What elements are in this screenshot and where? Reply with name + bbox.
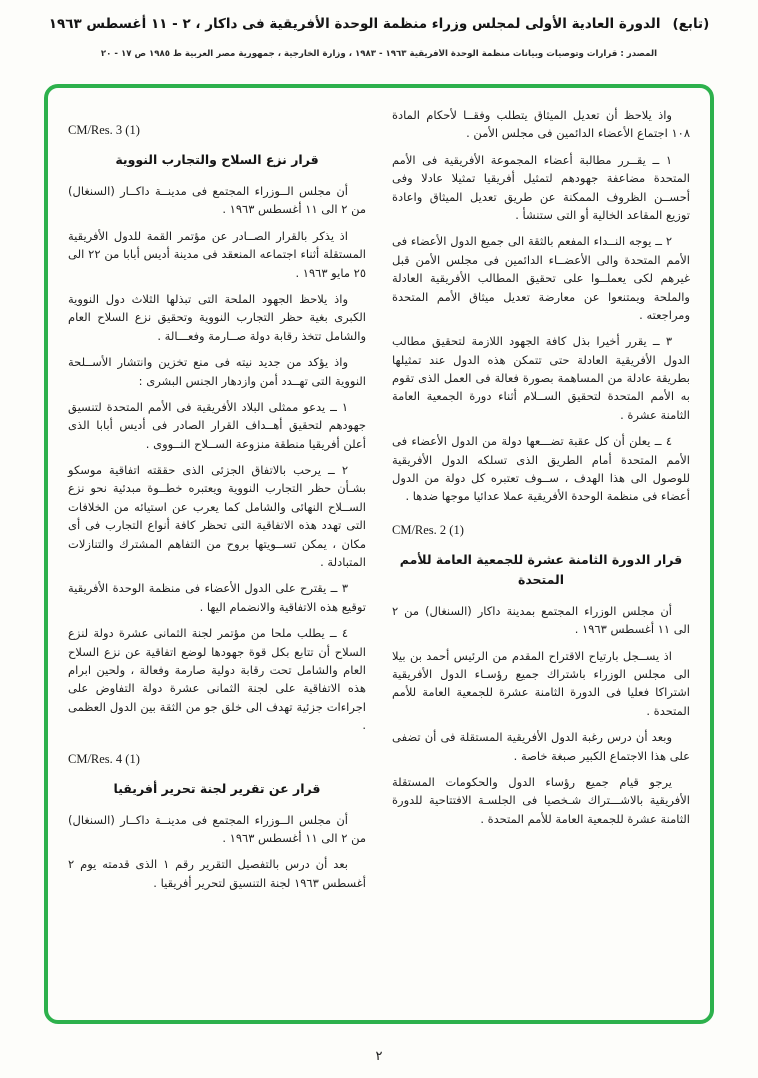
paragraph: ١ ــ يدعو ممثلى البلاد الأفريقية فى الأمم المتحدة لتنسيق جهودهم لتحقيق أهــداف القرار الصادر فى أديس أبابا الذى أعلن أفريقيا منطقة منزوعة الســلاح النــووى . (68, 399, 366, 451)
resolution-ref: CM/Res. 4 (1) (68, 751, 140, 766)
paragraph: ١ ــ يقــرر مطالبة أعضاء المجموعة الأفريقية فى الأمم المتحدة مضاعفة جهودهم لتمثيل أفريقيا تمثيلا عادلا وفى أحســن الظروف الممكنة عن طريق تعديل الميثاق واعادة توزيع المقاعد الخالية أو التى ستنشأ . (392, 152, 690, 222)
paragraph: وبعد أن درس رغبة الدول الأفريقية المستقلة فى أن تضفى على هذا الاجتماع الكبير صبغة خاصة . (392, 730, 690, 763)
paragraph: واذ يلاحظ الجهود الملحة التى تبذلها الثلاث دول النووية الكبرى بغية حظر التجارب النووية وتحقيق نزع السلاح العام والشامل تتخذ رقابة دولة صــارمة وفعـــالة . (68, 291, 366, 343)
column-left (68, 106, 366, 1006)
paragraph: أن مجلس الــوزراء المجتمع فى مدينــة داكــار (السنغال) من ٢ الى ١١ أغسطس ١٩٦٣ . (68, 184, 366, 217)
continued-label: (تابع) (672, 16, 710, 32)
paragraph: اذ يســجل بارتياح الاقتراح المقدم من الرئيس أحمد بن بيلا الى مجلس الوزراء باشتراك جميع رؤسـاء الدول الأفريقية اشتراكا فعليا فى الدورة الثامنة عشرة للجمعية العامة للأمم المتحدة . (392, 648, 690, 718)
paragraph: اذ يذكر بالقرار الصــادر عن مؤتمر القمة للدول الأفريقية المستقلة أثناء اجتماعه المنعقد فى مدينة أديس أبابا من ٢٢ الى ٢٥ مايو ١٩٦٣ . (68, 228, 366, 280)
paragraph: ٣ ــ يقرر أخيرا بذل كافة الجهود اللازمة لتحقيق مطالب الدول الأفريقية العادلة حتى تتمكن هذه الدول عند تمثيلها بطريقة عادلة من المساهمة بصورة فعالة فى العمل الذى تقوم به الأمم المتحدة لتحقيق الســلام أثناء دورة الجمعية العامة الثامنة عشرة . (392, 334, 690, 422)
resolution-ref: CM/Res. 3 (1) (68, 123, 140, 137)
resolution-ref: CM/Res. 2 (1) (392, 522, 464, 537)
resolution-title: قرار نزع السلاح والتجارب النووية (115, 152, 319, 167)
paragraph: أن مجلس الوزراء المجتمع بمدينة داكار (السنغال) من ٢ الى ١١ أغسطس ١٩٦٣ . (392, 603, 690, 637)
resolution-title: قرار الدورة الثامنة عشرة للجمعية العامة للأمم المتحدة (399, 551, 683, 587)
page-header (0, 16, 758, 32)
columns (68, 106, 690, 1006)
paragraph: بعد أن درس بالتفصيل التقرير رقم ١ الذى قدمته يوم ٢ أغسطس ١٩٦٣ لجنة التنسيق لتحرير أفريقيا . (68, 857, 366, 890)
resolution-title: قرار عن تقرير لجنة تحرير أفريقيا (113, 780, 321, 796)
paragraph: ٢ ــ يوجه النــداء المفعم بالثقة الى جميع الدول الأعضاء فى الأمم المتحدة والى الأعضــاء الدائمين فى مجلس الأمن قبل غيرهم لكى يعملــوا على تحقيق المطالب الأفريقية العادلة والملحة ويمتنعوا عن معارضة تعديل ميثاق الأمم المتحدة ومراجعته . (392, 234, 690, 322)
paragraph: ٢ ــ يرحب بالاتفاق الجزئى الذى حققته اتفاقية موسكو بشـأن حظر التجارب النووية ويعتبره خطــوة مبدئية نحو نزع الســلاح النهائى والشامل كما يعرب عن استيائه من الخلافات التى تهدد هذه الاتفاقية التى تحظر كافة أنواع التجارب فى أى مكان ، يمكن تســويتها بروح من التفاهم المشترك والتنازلات المتبادلة . (68, 463, 366, 570)
source-line: المصدر : قرارات وتوصيات وبيانات منظمة الوحدة الأفريقية ١٩٦٣ - ١٩٨٣ ، وزارة الخارجية ، جمهورية مصر العربية ط ١٩٨٥ ص ١٧ - ٢٠ (100, 49, 658, 59)
content-frame (44, 84, 714, 1024)
page-number: ٢ (375, 1049, 383, 1064)
page-title: الدورة العادية الأولى لمجلس وزراء منظمة الوحدة الأفريقية فى داكار ، ٢ - ١١ أغسطس ١٩٦٣ (48, 16, 661, 32)
paragraph: واذ يؤكد من جديد نيته فى منع تخزين وانتشار الأســلحة النووية التى تهــدد أمن وازدهار الجنس البشرى : (68, 355, 366, 388)
paragraph: يرجو قيام جميع رؤساء الدول والحكومات المستقلة الأفريقية بالاشـــتراك شـخصيا فى الجلسـة الافتتاحية للدورة الثامنة عشرة للجمعية العامة للأمم المتحدة . (392, 774, 690, 826)
paragraph: ٤ ــ يطلب ملحا من مؤتمر لجنة الثمانى عشرة دولة لنزع السلاح أن تتابع بكل قوة جهودها لوضع اتفاقية عن نزع السلاح العام والشامل تحت رقابة دولية صارمة وفعالة ، ولحين ابرام هذه الاتفاقية على لجنة الثمانى عشرة دولة التفاوض على اجراءات جزئية تهدف الى خلق جو من الثقة بين الدول العظمى . (68, 626, 366, 733)
paragraph: ٣ ــ يقترح على الدول الأعضاء فى منظمة الوحدة الأفريقية توقيع هذه الاتفاقية والانضمام اليها . (68, 581, 366, 614)
column-right (392, 106, 690, 1006)
paragraph: واذ يلاحظ أن تعديل الميثاق يتطلب وفقــا لأحكام المادة ١٠٨ اجتماع الأعضاء الدائمين فى مجلس الأمن . (392, 108, 690, 141)
paragraph: أن مجلس الــوزراء المجتمع فى مدينــة داكــار (السنغال) من ٢ الى ١١ أغسطس ١٩٦٣ . (68, 812, 366, 845)
paragraph: ٤ ــ يعلن أن كل عقبة تضـــعها دولة من الدول الأعضاء فى الأمم المتحدة أمام الطريق الذى تسلكه الدول الأفريقية للوصول الى هذا الهدف ، ســوف تعتبره كل دولة من الدول أعضاء فى منظمة الوحدة الأفريقية عملا عدائيا موجها ضدها . (392, 434, 690, 504)
